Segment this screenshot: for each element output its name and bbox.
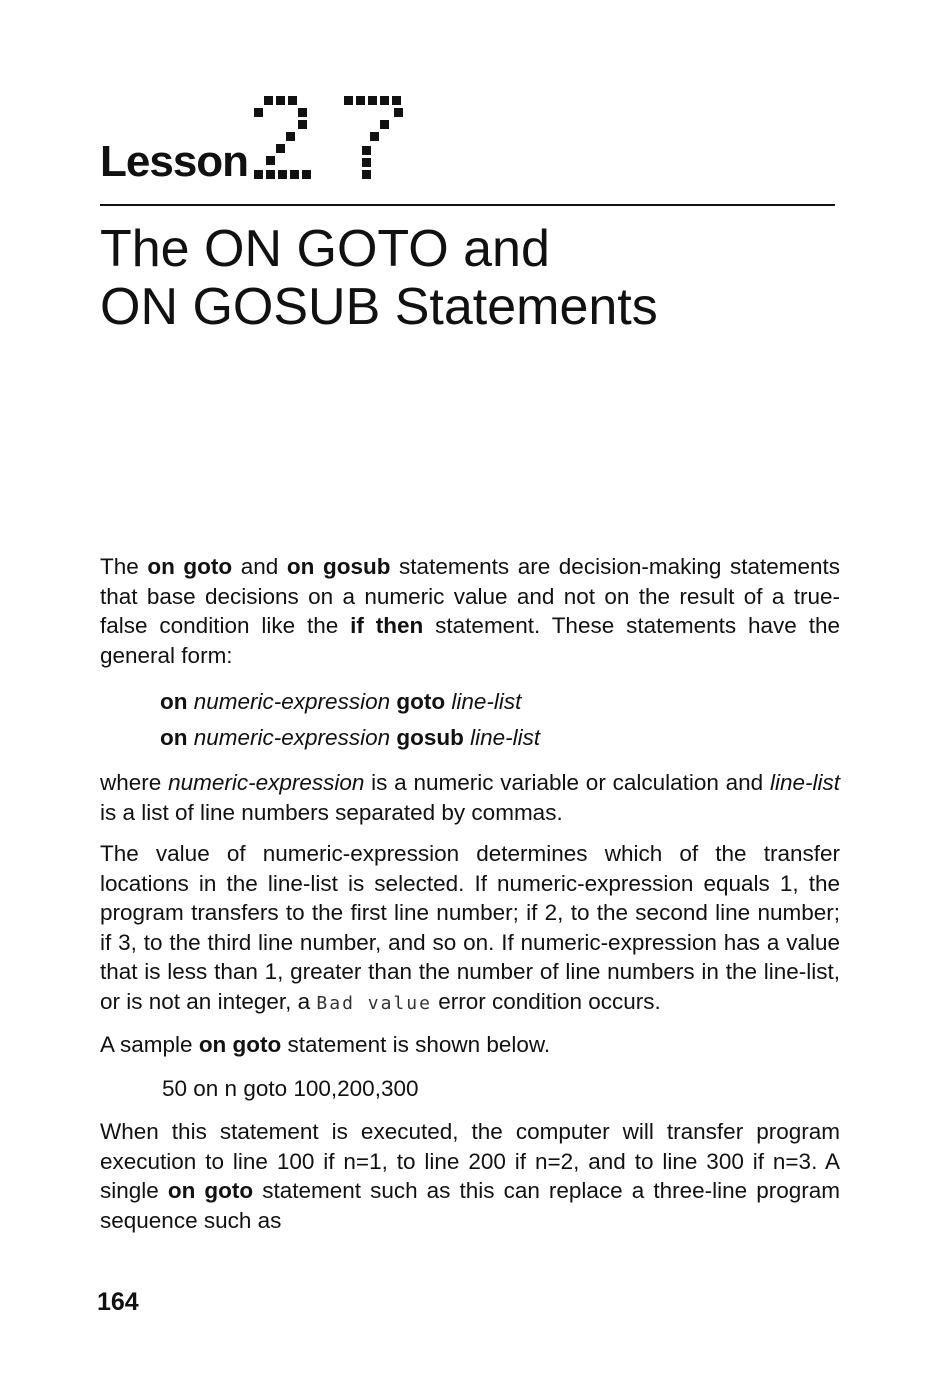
text-run: and — [232, 554, 287, 579]
argument: line-list — [451, 689, 522, 714]
error-message-text: Bad value — [316, 992, 432, 1014]
general-form-block — [160, 684, 840, 756]
header-rule — [100, 204, 835, 206]
paragraph-sample-intro — [100, 1030, 840, 1060]
text-run: where — [100, 770, 169, 795]
code-sample: 50 on n goto 100,200,300 — [162, 1075, 419, 1101]
page-number: 164 — [97, 1288, 139, 1316]
keyword-on-goto: on goto — [147, 554, 233, 579]
argument: numeric-expression — [193, 725, 391, 750]
text-run: A sample — [100, 1032, 199, 1057]
term-line-list: line-list — [769, 770, 840, 795]
lesson-number-dot-matrix — [252, 92, 412, 188]
text-run: is a numeric variable or calculation and — [364, 770, 770, 795]
keyword-on-goto: on goto — [167, 1178, 254, 1203]
keyword-on-gosub: on gosub — [286, 554, 391, 579]
paragraph-definitions — [100, 768, 840, 827]
text-run: statement such as this can replace a three-line program sequence such as — [100, 1178, 840, 1233]
term-numeric-expression: numeric-expression — [168, 770, 365, 795]
text-run: When this statement is executed, the computer will transfer program execution to line 100 if n=1, to line 200 if n=2, and to line 300 if n=3. A single — [100, 1119, 840, 1203]
title-line-2: ON GOSUB Statements — [100, 278, 658, 336]
keyword: on — [160, 725, 188, 750]
text-run: statement is shown below. — [281, 1032, 551, 1057]
argument: line-list — [470, 725, 541, 750]
keyword-on-goto: on goto — [198, 1032, 282, 1057]
text-run: The value of numeric-expression determines which of the transfer locations in the line-list is selected. If numeric-expression equals 1, the program transfers to the first line number; if 2, to the second line number; if 3, to the third line number, and so on. If numeric-expression has a value that is less than 1, greater than the number of line numbers in the line-list, or is not an integer, a — [100, 841, 840, 1014]
keyword: gosub — [396, 725, 464, 750]
keyword: goto — [396, 689, 446, 714]
text-run: The — [100, 554, 148, 579]
text-run: statements are decision-making statements that base decisions on a numeric value and not on the result of a true-false condition like the — [100, 554, 841, 638]
body-text — [100, 552, 840, 1235]
paragraph-execution — [100, 1117, 840, 1235]
general-form-gosub — [160, 720, 840, 756]
lesson-label: Lesson — [100, 137, 249, 186]
argument: numeric-expression — [193, 689, 391, 714]
paragraph-intro — [100, 552, 840, 670]
text-run: error condition occurs. — [431, 988, 661, 1014]
text-run: is a list of line numbers separated by commas. — [100, 799, 563, 825]
text-run: statement. These statements have the general form: — [100, 613, 840, 668]
title-line-1: The ON GOTO and — [100, 220, 550, 278]
general-form-goto — [160, 684, 840, 720]
page-title — [100, 220, 835, 336]
paragraph-explanation — [100, 839, 840, 1018]
keyword: on — [160, 689, 188, 714]
keyword-if-then: if then — [350, 613, 424, 638]
